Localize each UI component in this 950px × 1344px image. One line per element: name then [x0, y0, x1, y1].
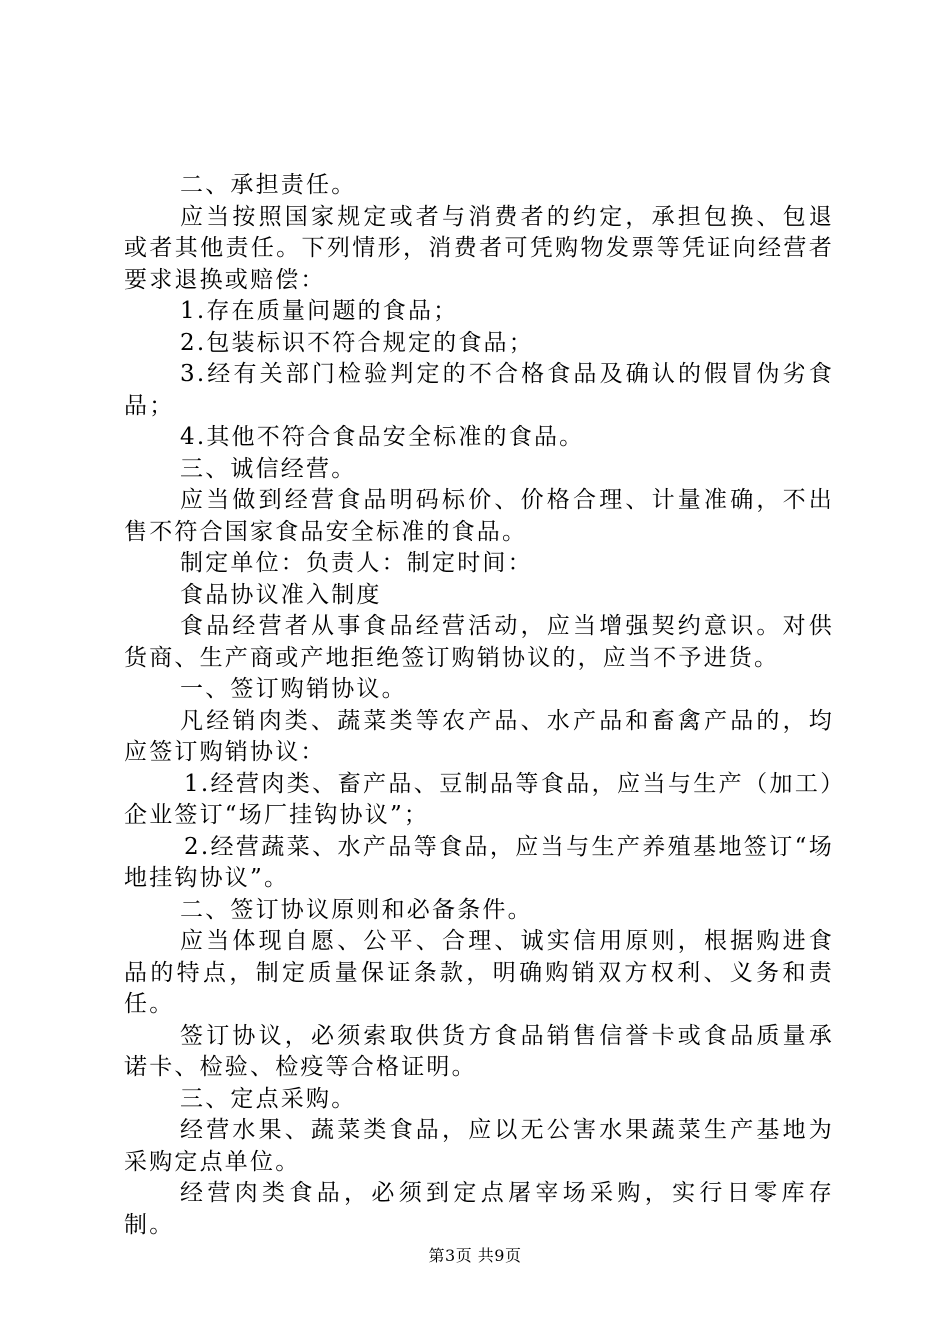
section-heading: 二、承担责任。 [180, 172, 357, 198]
paragraph: 应当做到经营食品明码标价、价格合理、计量准确，不出售不符合国家食品安全标准的食品。 [124, 487, 834, 545]
page-footer [0, 1243, 950, 1266]
section-heading: 三、定点采购。 [180, 1085, 357, 1112]
paragraph: 应当按照国家规定或者与消费者的约定，承担包换、包退或者其他责任。下列情形，消费者可凭购物发票等凭证向经营者要求退换或赔偿： [124, 203, 834, 293]
section-heading: 三、诚信经营。 [180, 455, 357, 482]
paragraph: 经营水果、蔬菜类食品，应以无公害水果蔬菜生产基地为采购定点单位。 [124, 1117, 834, 1175]
paragraph: 凡经销肉类、蔬菜类等农产品、水产品和畜禽产品的，均应签订购销协议： [124, 707, 834, 765]
list-item: 1.存在质量问题的食品； [180, 298, 459, 324]
section-heading: 一、签订购销协议。 [180, 676, 407, 702]
list-item: 1.经营肉类、畜产品、豆制品等食品，应当与生产（加工）企业签订“场厂挂钩协议”； [124, 770, 834, 828]
list-item: 2.经营蔬菜、水产品等食品，应当与生产养殖基地签订“场地挂钩协议”。 [124, 833, 834, 891]
paragraph: 应当体现自愿、公平、合理、诚实信用原则，根据购进食品的特点，制定质量保证条款，明确购销双方权利、义务和责任。 [124, 928, 834, 1017]
paragraph: 经营肉类食品，必须到定点屠宰场采购，实行日零库存制。 [124, 1180, 834, 1238]
list-item: 4.其他不符合食品安全标准的食品。 [180, 424, 585, 450]
signature-line: 制定单位：负责人：制定时间： [180, 550, 533, 576]
list-item: 2.包装标识不符合规定的食品； [180, 329, 534, 356]
paragraph: 签订协议，必须索取供货方食品销售信誉卡或食品质量承诺卡、检验、检疫等合格证明。 [124, 1022, 834, 1080]
document-body [124, 170, 834, 1241]
list-item: 3.经有关部门检验判定的不合格食品及确认的假冒伪劣食品； [124, 361, 834, 419]
page-indicator: 第3页 共9页 [428, 1246, 522, 1265]
document-title: 食品协议准入制度 [180, 581, 382, 608]
section-heading: 二、签订协议原则和必备条件。 [180, 896, 533, 923]
paragraph: 食品经营者从事食品经营活动，应当增强契约意识。对供货商、生产商或产地拒绝签订购销协议的，应当不予进货。 [124, 613, 834, 671]
